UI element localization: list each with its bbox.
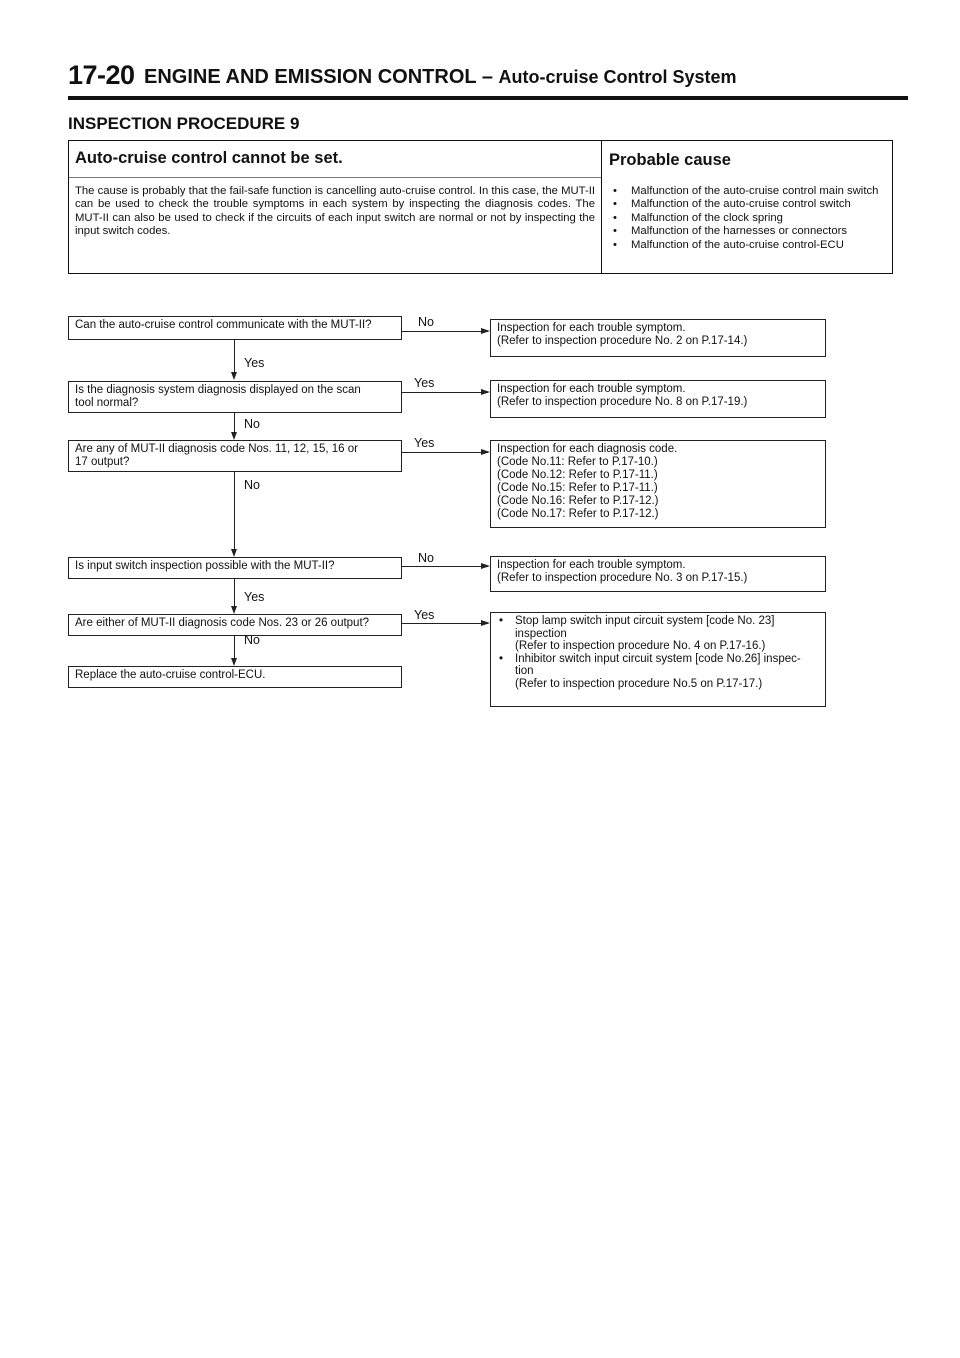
box-text-line: (Refer to inspection procedure No. 4 on P.17-16.) xyxy=(515,640,766,652)
branch-label-yes: Yes xyxy=(414,436,435,450)
section-title xyxy=(144,66,737,89)
branch-label-no: No xyxy=(244,417,260,431)
box-text-line: Inspection for each trouble symptom. xyxy=(497,559,686,571)
branch-label-yes: Yes xyxy=(414,608,435,622)
table-divider xyxy=(601,141,602,273)
table-divider xyxy=(69,177,601,178)
question-diagnosis-system xyxy=(68,381,402,413)
box-text-line: (Code No.15: Refer to P.17-11.) xyxy=(497,482,658,494)
box-text-line: (Code No.16: Refer to P.17-12.) xyxy=(497,495,659,507)
box-text-line: 17 output? xyxy=(75,455,130,468)
question-codes-23-26 xyxy=(68,614,402,636)
connector-line xyxy=(402,392,488,393)
bullet-icon: • xyxy=(499,615,504,627)
procedure-title: INSPECTION PROCEDURE 9 xyxy=(68,114,300,133)
connector-line xyxy=(402,331,488,332)
arrow-down-icon xyxy=(231,658,237,666)
connector-line xyxy=(234,636,235,658)
box-text-line: Inhibitor switch input circuit system [code No.26] inspec- xyxy=(515,652,801,665)
probable-cause-item: • Malfunction of the auto-cruise control-ECU xyxy=(609,239,889,252)
branch-label-yes: Yes xyxy=(414,376,435,390)
branch-label-no: No xyxy=(244,478,260,492)
symptom-table xyxy=(68,140,893,274)
box-text-line: Is input switch inspection possible with the MUT-II? xyxy=(75,560,335,572)
result-list-item xyxy=(497,653,819,691)
box-text-line: Are either of MUT-II diagnosis code Nos. 23 or 26 output? xyxy=(75,617,370,629)
symptom-description: The cause is probably that the fail-safe function is cancelling auto-cruise control. In this case, the MUT-II can be used to check the trouble symptoms in each system by inspecting the diagnosis codes. The MUT-II can also be used to check if the circuits of each input switch are normal or not by inspecting the input switch codes. xyxy=(75,185,595,238)
probable-cause-list xyxy=(609,185,889,252)
bullet-icon: • xyxy=(499,652,504,665)
page-number: 17-20 xyxy=(68,60,135,90)
box-text-line: (Code No.17: Refer to P.17-12.) xyxy=(497,508,659,520)
arrow-down-icon xyxy=(231,372,237,380)
box-text-line: Is the diagnosis system diagnosis displayed on the scan xyxy=(75,384,361,396)
question-diagnosis-codes xyxy=(68,440,402,472)
arrow-down-icon xyxy=(231,432,237,440)
probable-cause-item: • Malfunction of the harnesses or connectors xyxy=(609,225,889,238)
box-text-line: tool normal? xyxy=(75,396,139,409)
final-action-replace-ecu xyxy=(68,666,402,688)
box-text-line: Are any of MUT-II diagnosis code Nos. 11, 12, 15, 16 or xyxy=(75,443,358,455)
arrow-right-icon xyxy=(481,620,490,626)
box-text-line: Stop lamp switch input circuit system [code No. 23] xyxy=(515,615,775,627)
branch-label-no: No xyxy=(244,633,260,647)
arrow-right-icon xyxy=(481,563,490,569)
connector-line xyxy=(234,579,235,606)
box-text-line: Inspection for each trouble symptom. xyxy=(497,383,686,395)
branch-label-yes: Yes xyxy=(244,590,265,604)
box-text-line: Replace the auto-cruise control-ECU. xyxy=(75,669,266,681)
branch-label-no: No xyxy=(418,551,434,565)
box-text-line: Can the auto-cruise control communicate with the MUT-II? xyxy=(75,319,372,331)
header-separator: – xyxy=(481,66,493,88)
box-text-line: (Code No.11: Refer to P.17-10.) xyxy=(497,456,658,468)
connector-line xyxy=(234,413,235,432)
result-procedure-2 xyxy=(490,319,826,357)
probable-cause-item: • Malfunction of the clock spring xyxy=(609,212,889,225)
result-list-item xyxy=(497,615,819,653)
box-text-line: Inspection for each trouble symptom. xyxy=(497,322,686,334)
result-procedure-3 xyxy=(490,556,826,592)
result-diagnosis-codes xyxy=(490,440,826,528)
page-header xyxy=(68,56,908,100)
connector-line xyxy=(402,452,488,453)
box-text-line: (Refer to inspection procedure No.5 on P.17-17.) xyxy=(515,677,763,690)
arrow-down-icon xyxy=(231,549,237,557)
arrow-down-icon xyxy=(231,606,237,614)
connector-line xyxy=(234,340,235,372)
symptom-title: Auto-cruise control cannot be set. xyxy=(75,149,343,167)
result-procedure-8 xyxy=(490,380,826,418)
box-text-line: tion xyxy=(515,665,534,677)
box-text-line: (Code No.12: Refer to P.17-11.) xyxy=(497,469,658,481)
connector-line xyxy=(234,472,235,550)
box-text-line: (Refer to inspection procedure No. 8 on P.17-19.) xyxy=(497,396,748,408)
arrow-right-icon xyxy=(481,389,490,395)
probable-cause-item: • Malfunction of the auto-cruise control main switch xyxy=(609,185,889,198)
arrow-right-icon xyxy=(481,328,490,334)
section-name: ENGINE AND EMISSION CONTROL xyxy=(144,66,477,88)
result-switch-circuit-inspection xyxy=(490,612,826,707)
box-text-line: inspection xyxy=(515,627,567,640)
probable-cause-item: • Malfunction of the auto-cruise control switch xyxy=(609,198,889,211)
question-communication xyxy=(68,316,402,340)
probable-cause-title: Probable cause xyxy=(609,151,731,169)
box-text-line: Inspection for each diagnosis code. xyxy=(497,443,678,455)
box-text-line: (Refer to inspection procedure No. 2 on P.17-14.) xyxy=(497,335,748,347)
arrow-right-icon xyxy=(481,449,490,455)
branch-label-no: No xyxy=(418,315,434,329)
connector-line xyxy=(402,623,488,624)
box-text-line: (Refer to inspection procedure No. 3 on P.17-15.) xyxy=(497,572,748,584)
connector-line xyxy=(402,566,488,567)
subsection-name: Auto-cruise Control System xyxy=(498,67,737,87)
branch-label-yes: Yes xyxy=(244,356,265,370)
question-input-switch xyxy=(68,557,402,579)
